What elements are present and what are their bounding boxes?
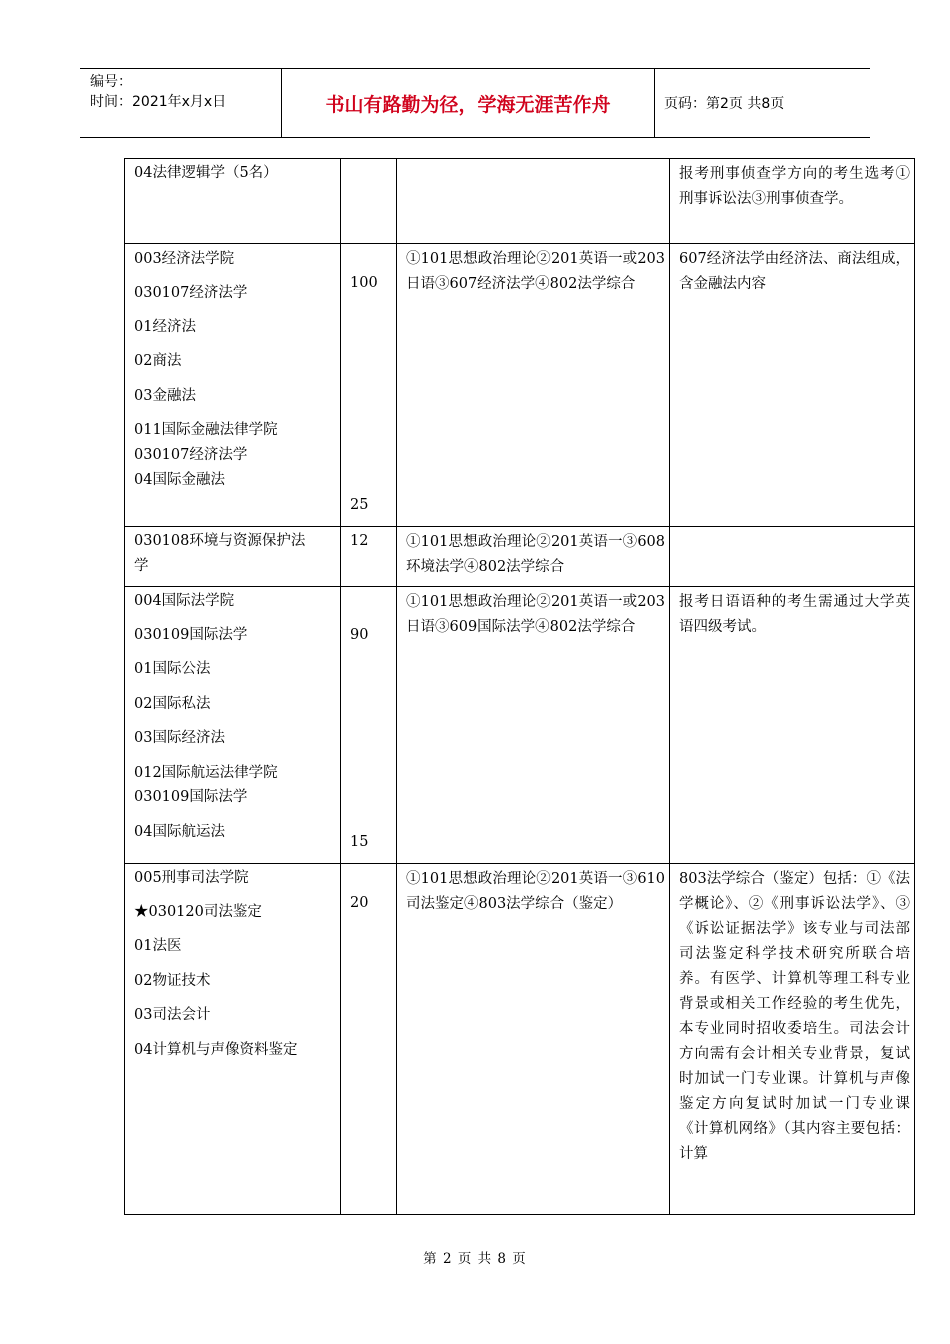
major-line: 03国际经济法: [134, 730, 225, 746]
major-line: ★030120司法鉴定: [134, 904, 262, 920]
major-line: 02物证技术: [134, 973, 211, 989]
major-line: 030109国际法学: [134, 627, 248, 643]
page-header: [80, 68, 870, 138]
remarks-cell: [670, 864, 915, 1215]
major-line: 030107经济法学: [134, 285, 248, 301]
header-motto: 书山有路勤为径，学海无涯苦作舟: [282, 69, 655, 137]
major-line: 04法律逻辑学（5名）: [134, 165, 278, 181]
major-cell: [125, 864, 341, 1215]
major-line: 030107经济法学: [134, 447, 248, 463]
table-row: [125, 864, 915, 1215]
major-line: 01国际公法: [134, 661, 211, 677]
quota-value: 100: [350, 275, 378, 291]
major-line: 012国际航运法律学院: [134, 765, 278, 781]
time-label: 时间：2021年x月x日: [90, 94, 227, 110]
table-row: [125, 587, 915, 864]
quota-value: 25: [350, 497, 369, 513]
major-cell: [125, 244, 341, 527]
exam-subjects-text: ①101思想政治理论②201英语一③610司法鉴定④803法学综合（鉴定）: [406, 871, 665, 912]
major-line: 04国际金融法: [134, 472, 225, 488]
exam-subjects-cell: [397, 864, 670, 1215]
major-line: 学: [134, 558, 149, 574]
major-cell: [125, 587, 341, 864]
major-line: 03金融法: [134, 388, 196, 404]
remarks-text: 803法学综合（鉴定）包括：①《法学概论》、②《刑事诉讼法学》、③《诉讼证据法学》该专业与司法部司法鉴定科学技术研究所联合培养。有医学、计算机等理工科专业背景或相关工作经验的考生优先，本专业同时招收委培生。司法会计方向需有会计相关专业背景，复试时加试一门专业课。计算机与声像鉴定方向复试时加试一门专业课《计算机网络》（其内容主要包括：计算: [679, 871, 910, 1162]
quota-cell: [341, 587, 397, 864]
quota-cell: [341, 527, 397, 587]
exam-subjects-cell: [397, 159, 670, 244]
quota-value: 12: [350, 533, 369, 549]
remarks-cell: [670, 527, 915, 587]
table-row: [125, 244, 915, 527]
major-line: 02国际私法: [134, 696, 211, 712]
major-cell: [125, 527, 341, 587]
quota-value: 90: [350, 627, 369, 643]
major-line: 04国际航运法: [134, 824, 225, 840]
remarks-text: 报考刑事侦查学方向的考生选考①刑事诉讼法③刑事侦查学。: [679, 166, 910, 207]
major-line: 030108环境与资源保护法: [134, 533, 306, 549]
exam-subjects-cell: [397, 587, 670, 864]
remarks-text: 报考日语语种的考生需通过大学英语四级考试。: [679, 594, 910, 635]
major-line: 01经济法: [134, 319, 196, 335]
major-line: 011国际金融法律学院: [134, 422, 278, 438]
remarks-text: 607经济法学由经济法、商法组成，含金融法内容: [679, 251, 910, 292]
exam-subjects-text: ①101思想政治理论②201英语一或203日语③609国际法学④802法学综合: [406, 594, 665, 635]
table-row: [125, 527, 915, 587]
major-line: 03司法会计: [134, 1007, 211, 1023]
remarks-cell: [670, 159, 915, 244]
remarks-cell: [670, 587, 915, 864]
header-page-label: 页码：第2页 共8页: [664, 96, 785, 112]
exam-subjects-cell: [397, 527, 670, 587]
major-line: 004国际法学院: [134, 593, 235, 609]
major-line: 005刑事司法学院: [134, 870, 249, 886]
quota-cell: [341, 244, 397, 527]
exam-subjects-text: ①101思想政治理论②201英语一③608环境法学④802法学综合: [406, 534, 665, 575]
major-line: 01法医: [134, 938, 182, 954]
quota-value: 20: [350, 895, 369, 911]
table-row: [125, 159, 915, 244]
major-cell: [125, 159, 341, 244]
header-meta: [80, 69, 282, 137]
admissions-table: [124, 158, 915, 1215]
major-line: 04计算机与声像资料鉴定: [134, 1042, 298, 1058]
major-line: 030109国际法学: [134, 789, 248, 805]
major-line: 003经济法学院: [134, 251, 235, 267]
number-label: 编号：: [90, 74, 132, 90]
remarks-cell: [670, 244, 915, 527]
exam-subjects-cell: [397, 244, 670, 527]
major-line: 02商法: [134, 353, 182, 369]
quota-cell: [341, 864, 397, 1215]
quota-value: 15: [350, 834, 369, 850]
page-footer: 第 2 页 共 8 页: [423, 1251, 527, 1267]
quota-cell: [341, 159, 397, 244]
exam-subjects-text: ①101思想政治理论②201英语一或203日语③607经济法学④802法学综合: [406, 251, 665, 292]
